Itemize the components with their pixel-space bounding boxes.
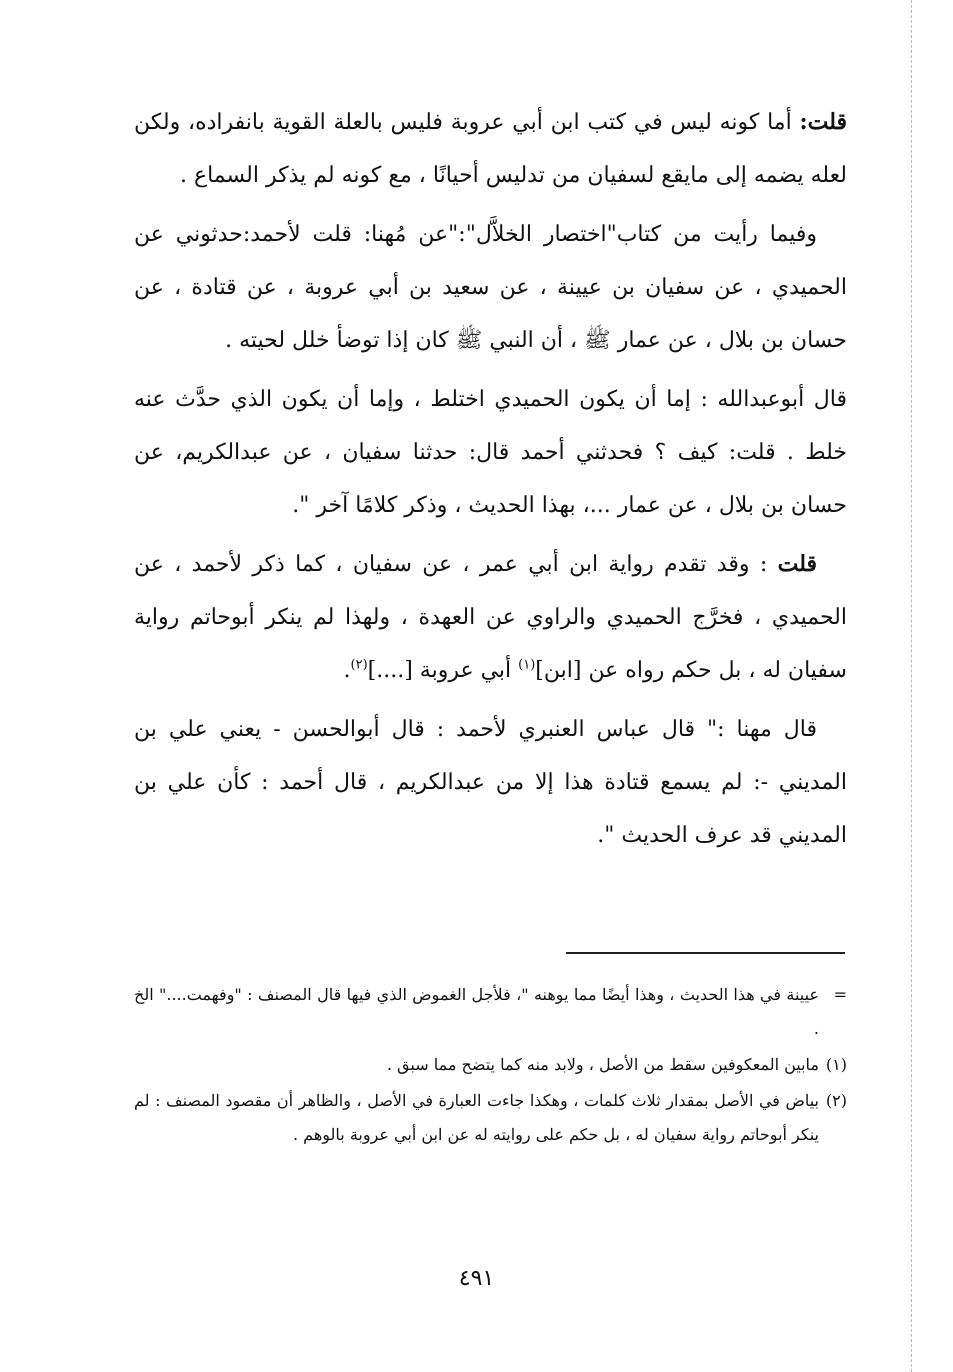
page-edge-line [911,0,912,1372]
paragraph-3: قال أبوعبدالله : إما أن يكون الحميدي اختلط ، وإما أن يكون الذي حدَّث عنه خلط . قلت: كيف ؟ فحدثني أحمد قال: حدثنا سفيان ، عن عبدالكريم، عن حسان بن بلال ، عن عمار ...، بهذا الحديث ، وذكر كلامًا آخر ". [134,387,847,518]
keyword-qultu: قلت [777,551,817,577]
page-number: ٤٩١ [458,1266,495,1291]
footnotes [134,978,847,1154]
paragraph-2: وفيما رأيت من كتاب"اختصار الخلاَّل":"عن مُهنا: قلت لأحمد:حدثوني عن الحميدي ، عن سفيان بن عيينة ، عن سعيد بن أبي عروبة ، عن قتادة ، عن حسان بن بلال ، عن عمار ﷺ ، أن النبي ﷺ كان إذا توضأ خلل لحيته . [134,222,847,353]
footnote-text: بياض في الأصل بمقدار ثلاث كلمات ، وهكذا جاءت العبارة في الأصل ، والظاهر أن مقصود المصنف : لم ينكر أبوحاتم رواية سفيان له ، بل حكم على روايته له عن ابن أبي عروبة بالوهم . [134,1091,819,1144]
footnote-ref-2: (٢) [350,657,368,673]
footnote-ref-1: (١) [518,657,536,673]
paragraph-1-text: أما كونه ليس في كتب ابن أبي عروبة فليس بالعلة القوية بانفراده، ولكن لعله يضمه إلى مايقع لسفيان من تدليس أحيانًا ، مع كونه لم يذكر السماع . [134,110,847,188]
footnote-text: مابين المعكوفين سقط من الأصل ، ولابد منه كما يتضح مما سبق . [386,1055,819,1074]
footnote-continuation [134,978,847,1046]
keyword-qultu: قلت: [799,109,847,135]
paragraph-5: قال مهنا :" قال عباس العنبري لأحمد : قال أبوالحسن - يعني علي بن المديني -: لم يسمع قتادة هذا إلا من عبدالكريم ، قال أحمد : كأن علي بن المديني قد عرف الحديث ". [134,717,847,848]
paragraph-4-text-end: . [343,658,351,683]
footnote-2 [134,1084,847,1152]
paragraph-1 [134,96,847,202]
footnote-separator [566,952,845,954]
paragraph-4-text: : وقد تقدم رواية ابن أبي عمر ، عن سفيان ، كما ذكر لأحمد ، عن الحميدي ، فخرَّج الحميدي والراوي عن العهدة ، ولهذا لم ينكر أبوحاتم رواية سفيان له ، بل حكم رواه عن [ابن] [134,552,847,683]
footnote-mark: (٢) [825,1091,847,1110]
paragraph-4-text-middle: أبي عروبة [....] [367,658,519,683]
footnote-1 [134,1048,847,1082]
footnote-mark: = [833,985,847,1004]
footnote-text: عيينة في هذا الحديث ، وهذا أيضًا مما يوهنه "، فلأجل الغموض الذي فيها قال المصنف : "وفهمت...." الخ . [134,985,819,1038]
main-text [134,96,847,868]
paragraph-4 [134,538,847,697]
footnote-mark: (١) [825,1055,847,1074]
